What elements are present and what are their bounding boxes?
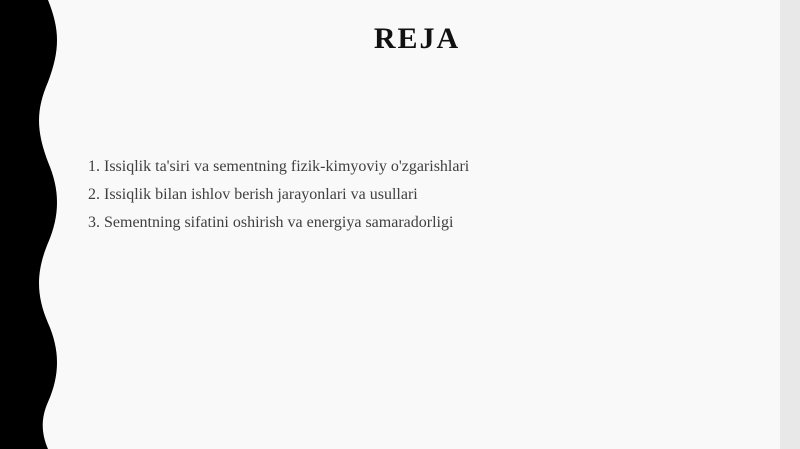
- slide-title: REJA: [373, 22, 461, 55]
- list-item-number: 2.: [88, 186, 100, 203]
- plan-list: [88, 154, 469, 238]
- list-item-text: Issiqlik bilan ishlov berish jarayonlari va usullari: [104, 186, 418, 203]
- list-item-text: Issiqlik ta'siri va sementning fizik-kimyoviy o'zgarishlari: [104, 158, 470, 175]
- list-item: [88, 154, 469, 182]
- list-item: [88, 210, 469, 238]
- list-item-text: Sementning sifatini oshirish va energiya samaradorligi: [104, 214, 454, 231]
- right-edge-strip: [780, 0, 800, 449]
- wavy-left-border: [0, 0, 70, 449]
- list-item: [88, 182, 469, 210]
- list-item-number: 3.: [88, 214, 100, 231]
- list-item-number: 1.: [88, 158, 100, 175]
